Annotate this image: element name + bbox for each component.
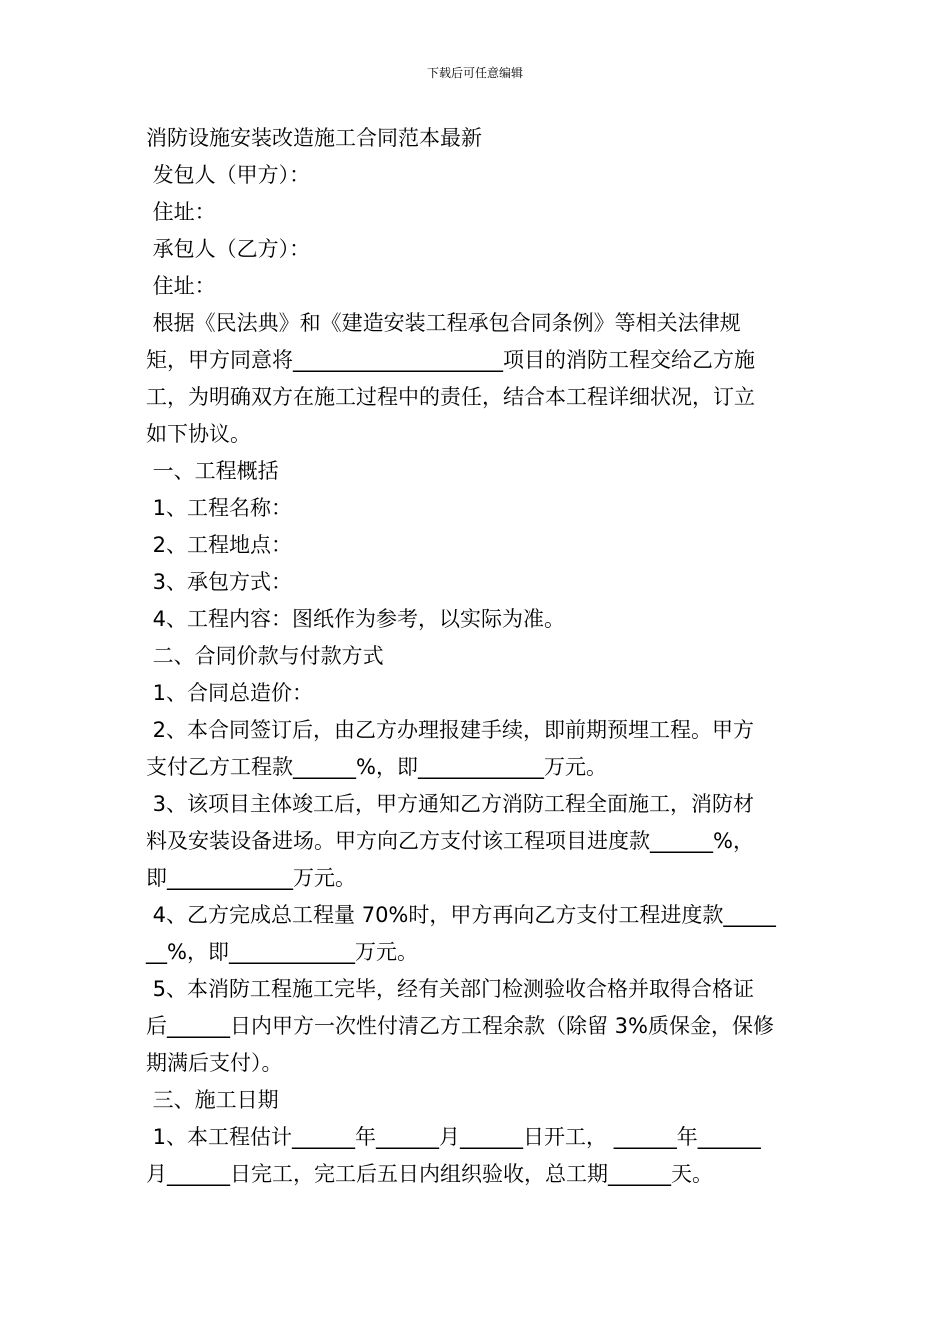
text-line: 4、乙方完成总工程量 70%时，甲方再向乙方支付工程进度款_____: [146, 903, 776, 927]
section-heading: 二、合同价款与付款方式: [146, 644, 384, 668]
text-line: 矩，甲方同意将____________________项目的消防工程交给乙方施: [146, 348, 755, 372]
text-line: 住址：: [146, 200, 216, 224]
text-line: 1、本工程估计______年______月______日开工， ______年______: [146, 1125, 761, 1149]
text-line: 1、合同总造价：: [146, 681, 314, 705]
text-line: 3、承包方式：: [146, 570, 293, 594]
text-line: 承包人（乙方）：: [146, 237, 311, 261]
text-line: 料及安装设备进场。甲方向乙方支付该工程项目进度款______%，: [146, 829, 754, 853]
text-line: 5、本消防工程施工完毕，经有关部门检测验收合格并取得合格证: [146, 977, 755, 1001]
page-header-note: 下载后可任意编辑: [426, 66, 523, 80]
text-line: 支付乙方工程款______%，即____________万元。: [146, 755, 607, 779]
text-line: __%，即____________万元。: [146, 940, 418, 964]
text-line: 期满后支付）。: [146, 1051, 283, 1075]
section-heading: 三、施工日期: [146, 1088, 279, 1112]
document-title: 消防设施安装改造施工合同范本最新: [146, 126, 482, 150]
text-line: 发包人（甲方）：: [146, 163, 311, 187]
text-line: 后______日内甲方一次性付清乙方工程余款（除留 3%质保金，保修: [146, 1014, 774, 1038]
text-line: 工，为明确双方在施工过程中的责任，结合本工程详细状况，订立: [146, 385, 755, 409]
text-line: 2、工程地点：: [146, 533, 293, 557]
text-line: 3、该项目主体竣工后，甲方通知乙方消防工程全面施工，消防材: [146, 792, 755, 816]
text-line: 月______日完工，完工后五日内组织验收，总工期______天。: [146, 1162, 713, 1186]
text-line: 根据《民法典》和《建造安装工程承包合同条例》等相关法律规: [146, 311, 741, 335]
text-line: 如下协议。: [146, 422, 251, 446]
text-line: 即____________万元。: [146, 866, 356, 890]
section-heading: 一、工程概括: [146, 459, 279, 483]
document-body: [146, 120, 810, 1193]
text-line: 住址：: [146, 274, 216, 298]
text-line: 1、工程名称：: [146, 496, 293, 520]
text-line: 4、工程内容：图纸作为参考，以实际为准。: [146, 607, 566, 631]
text-line: 2、本合同签订后，由乙方办理报建手续，即前期预埋工程。甲方: [146, 718, 755, 742]
